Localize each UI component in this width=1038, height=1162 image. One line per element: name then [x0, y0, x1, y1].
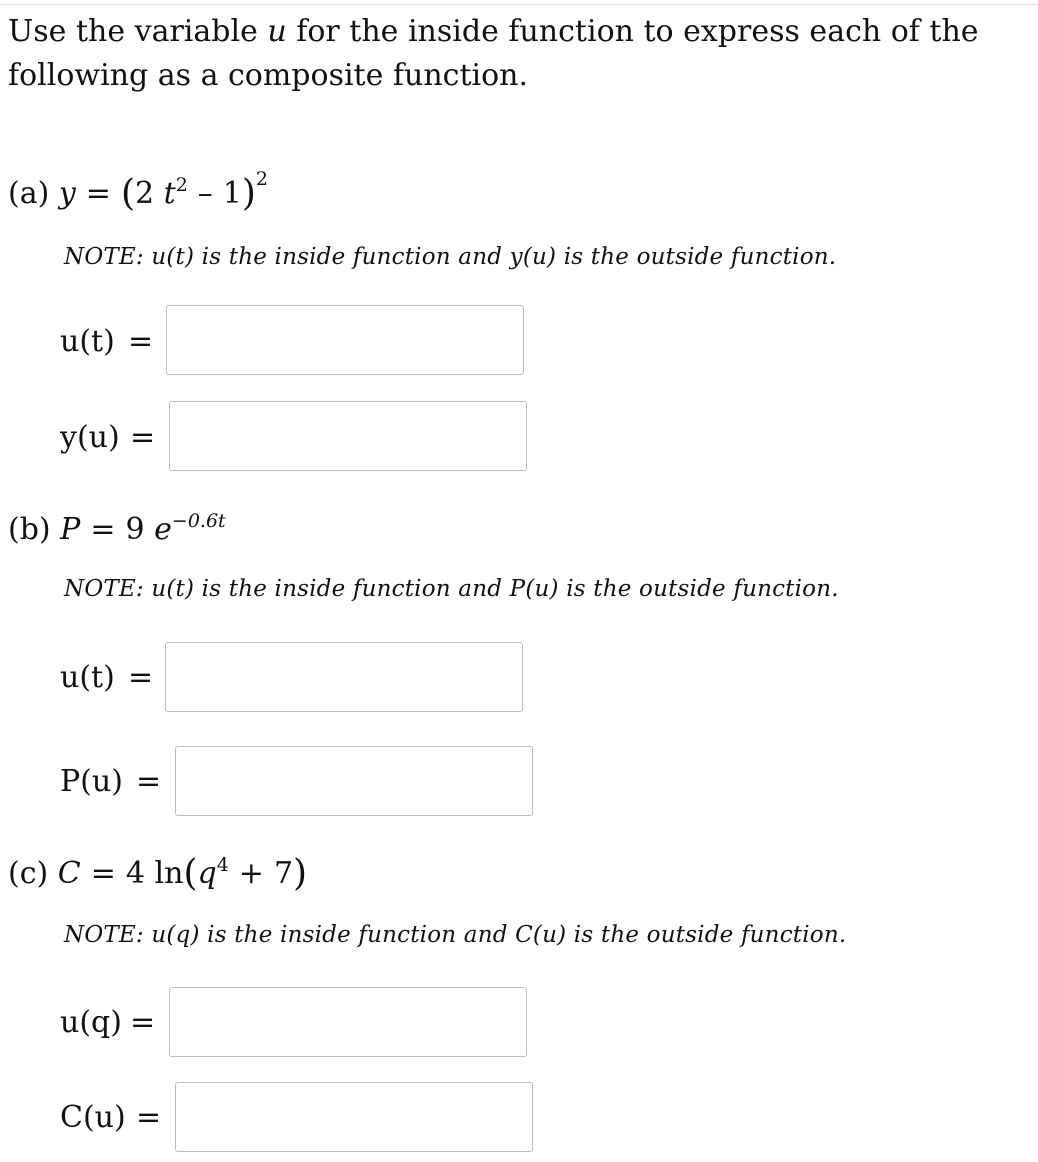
equals-sign: =	[136, 764, 162, 799]
part-c-c-input[interactable]	[175, 1082, 533, 1152]
equals-sign: =	[136, 1100, 162, 1135]
part-a-u-label: u(t)	[60, 324, 115, 359]
part-b-u-input[interactable]	[165, 642, 523, 712]
part-c-equation: (c) C = 4 $\ln(q^4 + 7)$	[8, 853, 308, 894]
part-c-c-label: C(u)	[60, 1100, 126, 1135]
part-c-u-input[interactable]	[169, 987, 527, 1057]
part-a-y-label: y(u)	[60, 420, 120, 455]
part-a-note: NOTE: u(t) is the inside function and y(u) is the outside function.	[64, 244, 837, 270]
part-b-p-input[interactable]	[175, 746, 533, 816]
part-a-y-input[interactable]	[169, 401, 527, 471]
equals-sign: =	[128, 324, 154, 359]
equals-sign: =	[128, 660, 154, 695]
equals-sign: =	[130, 1005, 156, 1040]
equals-sign: =	[130, 420, 156, 455]
part-b-p-label: P(u)	[60, 764, 123, 799]
part-c-u-label: u(q)	[60, 1005, 122, 1040]
part-b-note: NOTE: u(t) is the inside function and P(u) is the outside function.	[64, 576, 839, 602]
top-divider	[0, 4, 1038, 5]
problem-instructions: Use the variable u for the inside function to express each of the following as a composite function.	[8, 14, 979, 93]
part-c-note: NOTE: u(q) is the inside function and C(u) is the outside function.	[64, 922, 847, 948]
part-a-equation: (a) y = (2 $t^2 - 1)^2$	[8, 168, 269, 214]
part-a-u-input[interactable]	[166, 305, 524, 375]
part-b-u-label: u(t)	[60, 660, 115, 695]
part-b-equation: (b) P = 9 $e^{-0.6t}$	[8, 510, 226, 547]
